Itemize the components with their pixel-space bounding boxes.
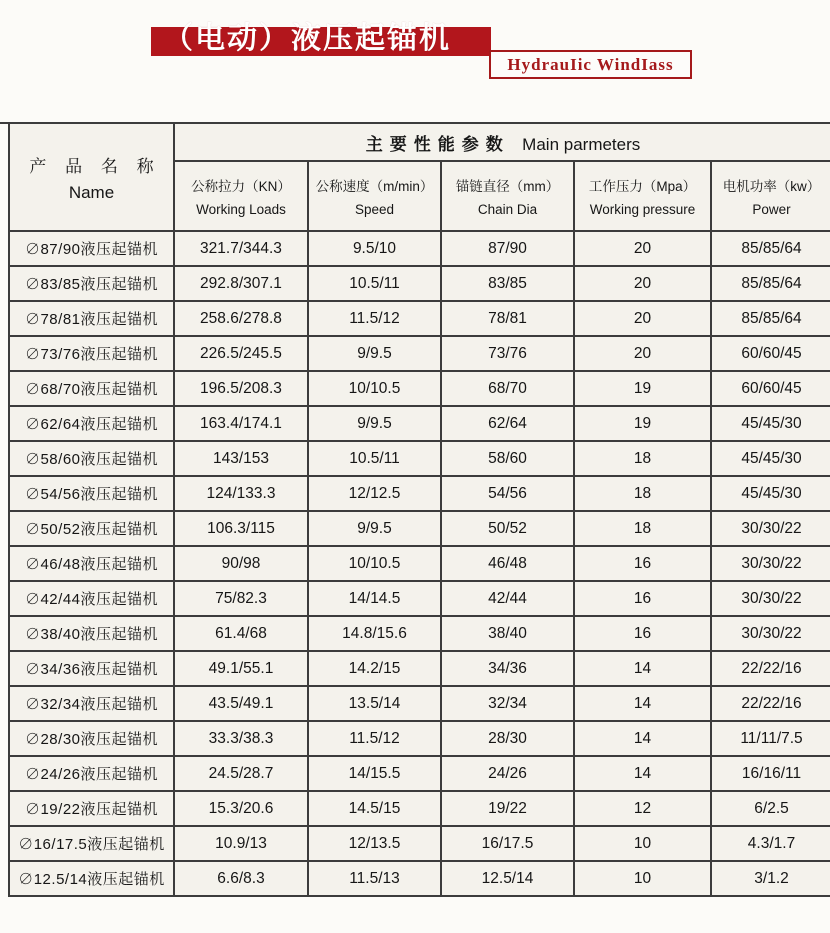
value-cell: 78/81 (441, 301, 574, 336)
value-cell: 16/17.5 (441, 826, 574, 861)
value-cell: 20 (574, 266, 711, 301)
column-header-en: Working Loads (196, 202, 286, 217)
column-group-header-en: Main parmeters (522, 134, 641, 154)
column-header-en: Speed (354, 202, 395, 217)
table-row (9, 511, 830, 546)
value-cell: 9/9.5 (308, 406, 441, 441)
value-cell: 20 (574, 301, 711, 336)
value-cell: 87/90 (441, 231, 574, 266)
table-row (9, 686, 830, 721)
product-name-cell: ∅46/48液压起锚机 (9, 546, 174, 581)
product-name-cell: ∅58/60液压起锚机 (9, 441, 174, 476)
table-row (9, 651, 830, 686)
value-cell: 22/22/16 (711, 686, 830, 721)
value-cell: 11.5/12 (308, 721, 441, 756)
column-header-product-name (9, 123, 174, 231)
column-group-header (174, 123, 830, 161)
table-row (9, 336, 830, 371)
value-cell: 14 (574, 756, 711, 791)
value-cell: 83/85 (441, 266, 574, 301)
product-name-cell: ∅12.5/14液压起锚机 (9, 861, 174, 896)
table-row (9, 266, 830, 301)
value-cell: 258.6/278.8 (174, 301, 308, 336)
value-cell: 20 (574, 231, 711, 266)
value-cell: 60/60/45 (711, 336, 830, 371)
product-name-cell: ∅54/56液压起锚机 (9, 476, 174, 511)
value-cell: 28/30 (441, 721, 574, 756)
value-cell: 16 (574, 581, 711, 616)
value-cell: 24/26 (441, 756, 574, 791)
value-cell: 10.5/11 (308, 441, 441, 476)
table-row (9, 441, 830, 476)
page-title: （电动）液压起锚机 (163, 22, 451, 55)
value-cell: 30/30/22 (711, 581, 830, 616)
product-name-cell: ∅24/26液压起锚机 (9, 756, 174, 791)
product-name-cell: ∅34/36液压起锚机 (9, 651, 174, 686)
spec-table (8, 122, 830, 897)
value-cell: 60/60/45 (711, 371, 830, 406)
value-cell: 43.5/49.1 (174, 686, 308, 721)
value-cell: 12.5/14 (441, 861, 574, 896)
value-cell: 75/82.3 (174, 581, 308, 616)
value-cell: 30/30/22 (711, 511, 830, 546)
table-row (9, 231, 830, 266)
value-cell: 14.2/15 (308, 651, 441, 686)
page-subtitle-box (489, 50, 692, 79)
value-cell: 30/30/22 (711, 616, 830, 651)
value-cell: 10 (574, 826, 711, 861)
value-cell: 18 (574, 511, 711, 546)
product-name-cell: ∅62/64液压起锚机 (9, 406, 174, 441)
value-cell: 38/40 (441, 616, 574, 651)
table-row (9, 616, 830, 651)
table-row (9, 371, 830, 406)
value-cell: 10/10.5 (308, 546, 441, 581)
product-name-cell: ∅73/76液压起锚机 (9, 336, 174, 371)
value-cell: 14.5/15 (308, 791, 441, 826)
table-row (9, 546, 830, 581)
column-header-product-name-en: Name (68, 182, 115, 202)
column-group-header-cn: 主要性能参数 (365, 134, 510, 154)
value-cell: 11.5/13 (308, 861, 441, 896)
product-name-cell: ∅50/52液压起锚机 (9, 511, 174, 546)
value-cell: 6/2.5 (711, 791, 830, 826)
product-name-cell: ∅87/90液压起锚机 (9, 231, 174, 266)
value-cell: 30/30/22 (711, 546, 830, 581)
table-row (9, 406, 830, 441)
value-cell: 19 (574, 371, 711, 406)
product-name-cell: ∅32/34液压起锚机 (9, 686, 174, 721)
value-cell: 11.5/12 (308, 301, 441, 336)
value-cell: 19 (574, 406, 711, 441)
value-cell: 124/133.3 (174, 476, 308, 511)
value-cell: 85/85/64 (711, 266, 830, 301)
product-name-cell: ∅68/70液压起锚机 (9, 371, 174, 406)
value-cell: 33.3/38.3 (174, 721, 308, 756)
table-row (9, 301, 830, 336)
value-cell: 11/11/7.5 (711, 721, 830, 756)
value-cell: 14 (574, 721, 711, 756)
value-cell: 85/85/64 (711, 231, 830, 266)
value-cell: 18 (574, 441, 711, 476)
value-cell: 16/16/11 (711, 756, 830, 791)
value-cell: 73/76 (441, 336, 574, 371)
value-cell: 22/22/16 (711, 651, 830, 686)
column-header-4 (574, 161, 711, 231)
value-cell: 32/34 (441, 686, 574, 721)
value-cell: 226.5/245.5 (174, 336, 308, 371)
value-cell: 18 (574, 476, 711, 511)
value-cell: 13.5/14 (308, 686, 441, 721)
value-cell: 45/45/30 (711, 441, 830, 476)
table-row (9, 476, 830, 511)
column-header-cn: 公称速度（m/min） (315, 179, 434, 194)
value-cell: 14.8/15.6 (308, 616, 441, 651)
value-cell: 24.5/28.7 (174, 756, 308, 791)
value-cell: 4.3/1.7 (711, 826, 830, 861)
value-cell: 12 (574, 791, 711, 826)
value-cell: 106.3/115 (174, 511, 308, 546)
value-cell: 15.3/20.6 (174, 791, 308, 826)
value-cell: 10/10.5 (308, 371, 441, 406)
table-row (9, 581, 830, 616)
column-header-5 (711, 161, 830, 231)
product-name-cell: ∅28/30液压起锚机 (9, 721, 174, 756)
page-subtitle: HydrauIic WindIass (507, 54, 674, 74)
value-cell: 9/9.5 (308, 336, 441, 371)
value-cell: 163.4/174.1 (174, 406, 308, 441)
column-header-2 (308, 161, 441, 231)
column-header-cn: 工作压力（Mpa） (588, 179, 697, 194)
value-cell: 46/48 (441, 546, 574, 581)
value-cell: 292.8/307.1 (174, 266, 308, 301)
value-cell: 9.5/10 (308, 231, 441, 266)
column-header-cn: 公称拉力（KN） (191, 179, 291, 194)
value-cell: 14 (574, 686, 711, 721)
product-name-cell: ∅42/44液压起锚机 (9, 581, 174, 616)
value-cell: 90/98 (174, 546, 308, 581)
column-header-product-name-cn: 产 品 名 称 (29, 156, 161, 176)
value-cell: 19/22 (441, 791, 574, 826)
table-row (9, 861, 830, 896)
product-name-cell: ∅38/40液压起锚机 (9, 616, 174, 651)
value-cell: 68/70 (441, 371, 574, 406)
value-cell: 61.4/68 (174, 616, 308, 651)
value-cell: 58/60 (441, 441, 574, 476)
column-header-cn: 锚链直径（mm） (455, 179, 560, 194)
value-cell: 12/12.5 (308, 476, 441, 511)
value-cell: 16 (574, 616, 711, 651)
value-cell: 143/153 (174, 441, 308, 476)
value-cell: 9/9.5 (308, 511, 441, 546)
value-cell: 10.9/13 (174, 826, 308, 861)
value-cell: 34/36 (441, 651, 574, 686)
column-header-1 (174, 161, 308, 231)
value-cell: 85/85/64 (711, 301, 830, 336)
value-cell: 14/14.5 (308, 581, 441, 616)
value-cell: 62/64 (441, 406, 574, 441)
column-header-en: Power (752, 202, 791, 217)
table-row (9, 826, 830, 861)
product-name-cell: ∅83/85液压起锚机 (9, 266, 174, 301)
table-row (9, 756, 830, 791)
table-row (9, 721, 830, 756)
value-cell: 10.5/11 (308, 266, 441, 301)
value-cell: 54/56 (441, 476, 574, 511)
column-header-en: Working pressure (589, 202, 696, 217)
value-cell: 10 (574, 861, 711, 896)
value-cell: 12/13.5 (308, 826, 441, 861)
column-header-3 (441, 161, 574, 231)
value-cell: 14/15.5 (308, 756, 441, 791)
value-cell: 321.7/344.3 (174, 231, 308, 266)
product-name-cell: ∅78/81液压起锚机 (9, 301, 174, 336)
column-header-cn: 电机功率（kw） (722, 179, 821, 194)
value-cell: 42/44 (441, 581, 574, 616)
value-cell: 14 (574, 651, 711, 686)
column-header-en: Chain Dia (477, 202, 538, 217)
table-row (9, 791, 830, 826)
value-cell: 50/52 (441, 511, 574, 546)
value-cell: 20 (574, 336, 711, 371)
value-cell: 45/45/30 (711, 406, 830, 441)
value-cell: 49.1/55.1 (174, 651, 308, 686)
value-cell: 45/45/30 (711, 476, 830, 511)
value-cell: 6.6/8.3 (174, 861, 308, 896)
product-name-cell: ∅19/22液压起锚机 (9, 791, 174, 826)
value-cell: 16 (574, 546, 711, 581)
product-name-cell: ∅16/17.5液压起锚机 (9, 826, 174, 861)
value-cell: 196.5/208.3 (174, 371, 308, 406)
value-cell: 3/1.2 (711, 861, 830, 896)
